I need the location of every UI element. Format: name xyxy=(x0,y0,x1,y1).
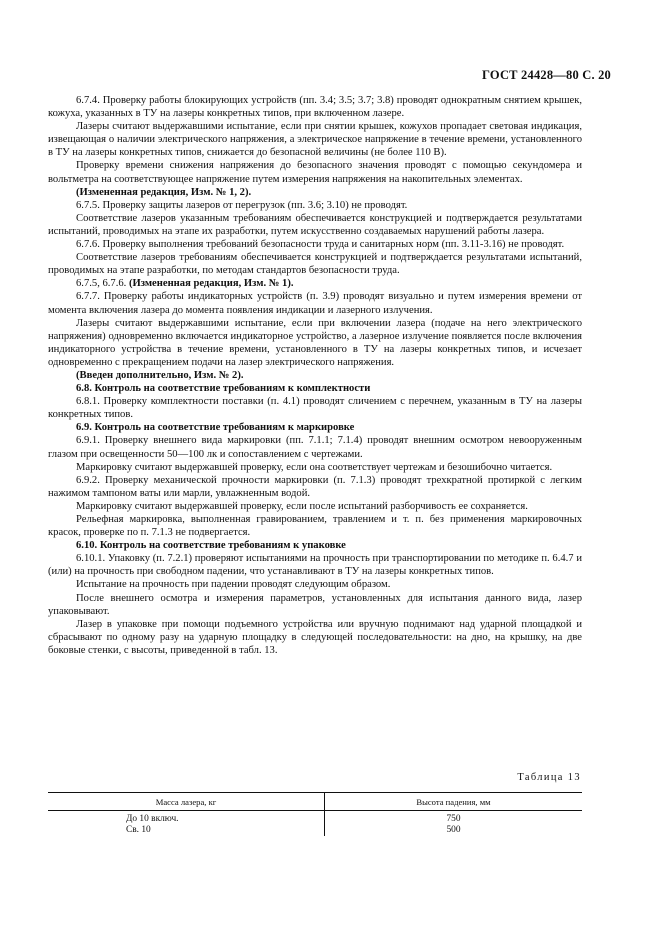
document-body xyxy=(48,94,582,657)
paragraph-text: После внешнего осмотра и измерения параметров, установленных для испытания данного вида, лазер упаковывают. xyxy=(48,592,582,617)
paragraph-text: (Измененная редакция, Изм. № 1, 2). xyxy=(76,186,252,198)
paragraph-text: Лазер в упаковке при помощи подъемного устройства или вручную поднимают над ударной площадкой и сбрасывают по одному разу на ударную площадку в следующей последовательности: на дно, на крышку, на две боковые стенки, с высоты, приведенной в табл. 13. xyxy=(48,618,582,656)
paragraph-text: 6.8.1. Проверку комплектности поставки (п. 4.1) проводят сличением с перечнем, указанным в ТУ на лазеры конкретных типов. xyxy=(48,396,582,421)
paragraph xyxy=(48,395,582,421)
paragraph-prefix: 6.7.5, 6.7.6. xyxy=(76,278,129,290)
paragraph xyxy=(48,290,582,316)
table-cell-height: 750 xyxy=(446,814,461,824)
table-row xyxy=(48,811,582,826)
table-cell-height: 500 xyxy=(446,825,461,835)
paragraph xyxy=(48,461,582,474)
paragraph xyxy=(48,317,582,369)
page-header: ГОСТ 24428—80 С. 20 xyxy=(482,68,611,82)
paragraph xyxy=(48,500,582,513)
paragraph xyxy=(48,552,582,578)
paragraph-text: Маркировку считают выдержавшей проверку, если после испытаний разборчивость ее сохраняется. xyxy=(76,500,528,512)
paragraph xyxy=(48,513,582,539)
paragraph-text: 6.9. Контроль на соответствие требованиям к маркировке xyxy=(76,422,355,434)
section-heading xyxy=(48,382,582,395)
paragraph xyxy=(48,159,582,185)
paragraph-text: 6.10.1. Упаковку (п. 7.2.1) проверяют испытаниями на прочность при транспортировании по методике п. 6.4.7 и (или) на прочность при свободном падении, что устанавливают в ТУ на лазеры конкретных типов. xyxy=(48,553,582,578)
paragraph-text: 6.9.2. Проверку механической прочности маркировки (п. 7.1.3) проводят трехкратной протиркой с легким нажимом тампоном ваты или марли, увлажненным водой. xyxy=(48,474,582,499)
table-cell-mass: До 10 включ. xyxy=(48,811,325,826)
paragraph xyxy=(48,592,582,618)
table-header-mass: Масса лазера, кг xyxy=(48,793,325,811)
paragraph xyxy=(48,120,582,159)
paragraph-text: 6.8. Контроль на соответствие требованиям к комплектности xyxy=(76,383,371,395)
table-13 xyxy=(48,792,582,836)
paragraph-text: Соответствие лазеров требованиям обеспечивается конструкцией и подтверждается результатами испытаний, проводимых на этапе разработки, по методам стандартов безопасности труда. xyxy=(48,252,582,277)
paragraph-text: 6.7.7. Проверку работы индикаторных устройств (п. 3.9) проводят визуально и путем измерения времени от момента включения лазера до момента появления индикации и лазерного излучения. xyxy=(48,291,582,316)
paragraph xyxy=(48,618,582,657)
paragraph-text: Рельефная маркировка, выполненная гравированием, травлением и т. п. без применения маркировочных красок, проверке по п. 7.1.3 не подвергается. xyxy=(48,514,582,539)
section-heading xyxy=(48,186,582,199)
paragraph xyxy=(48,212,582,238)
section-heading xyxy=(48,277,582,290)
paragraph-text: Испытание на прочность при падении проводят следующим образом. xyxy=(76,579,391,591)
paragraph-text: 6.7.6. Проверку выполнения требований безопасности труда и санитарных норм (пп. 3.11-3.16) не проводят. xyxy=(76,239,565,251)
paragraph-text: 6.7.4. Проверку работы блокирующих устройств (пп. 3.4; 3.5; 3.7; 3.8) проводят однократным снятием крышек, кожуха, указанных в ТУ на лазеры конкретных типов, при включенном лазере. xyxy=(48,95,582,120)
paragraph xyxy=(48,474,582,500)
paragraph xyxy=(48,434,582,460)
paragraph-text: 6.9.1. Проверку внешнего вида маркировки (пп. 7.1.1; 7.1.4) проводят внешним осмотром невооруженным глазом при освещенности 50—100 лк и сопоставлением с чертежами. xyxy=(48,435,582,460)
paragraph-text: 6.7.5. Проверку защиты лазеров от перегрузок (пп. 3.6; 3.10) не проводят. xyxy=(76,199,408,211)
paragraph-text: Лазеры считают выдержавшими испытание, если при снятии крышек, кожухов пропадает световая индикация, извещающая о наличии электрического напряжения, а электрическое напряжение в течение времени, установленного в ТУ на лазеры конкретных типов, снижается до безопасной величины (не более 110 В). xyxy=(48,121,582,159)
paragraph xyxy=(48,238,582,251)
section-heading xyxy=(48,369,582,382)
table-cell-mass: Св. 10 xyxy=(48,825,325,836)
paragraph-text: 6.10. Контроль на соответствие требованиям к упаковке xyxy=(76,540,346,552)
paragraph-text: Лазеры считают выдержавшими испытание, если при включении лазера (подаче на него электрического напряжения) одновременно включается индикаторное устройство, а лазерное излучение появляется после включения индикаторного устройства в течение времени, установленного в ТУ на лазеры конкретных типов, и исчезает одновременно с прекращением подачи на лазер электрического напряжения. xyxy=(48,317,582,368)
paragraph-text: Маркировку считают выдержавшей проверку, если она соответствует чертежам и безошибочно читается. xyxy=(76,461,553,473)
paragraph-text: Соответствие лазеров указанным требованиям обеспечивается конструкцией и подтверждается результатами испытаний, проводимых на этапе их разработки, путем искусственно создаваемых нарушений работы лазера. xyxy=(48,212,582,237)
paragraph-text: Проверку времени снижения напряжения до безопасного значения проводят с помощью секундомера и вольтметра на соответствующее напряжение путем измерения напряжения на накопительных элементах. xyxy=(48,160,582,185)
section-heading xyxy=(48,421,582,434)
table-caption: Таблица 13 xyxy=(517,772,581,783)
table-row xyxy=(48,825,582,836)
paragraph xyxy=(48,251,582,277)
paragraph-text: (Измененная редакция, Изм. № 1). xyxy=(128,278,294,290)
paragraph xyxy=(48,94,582,120)
paragraph xyxy=(48,578,582,591)
paragraph xyxy=(48,199,582,212)
paragraph-text: (Введен дополнительно, Изм. № 2). xyxy=(76,369,244,381)
table-header-height: Высота падения, мм xyxy=(325,793,583,811)
section-heading xyxy=(48,539,582,552)
